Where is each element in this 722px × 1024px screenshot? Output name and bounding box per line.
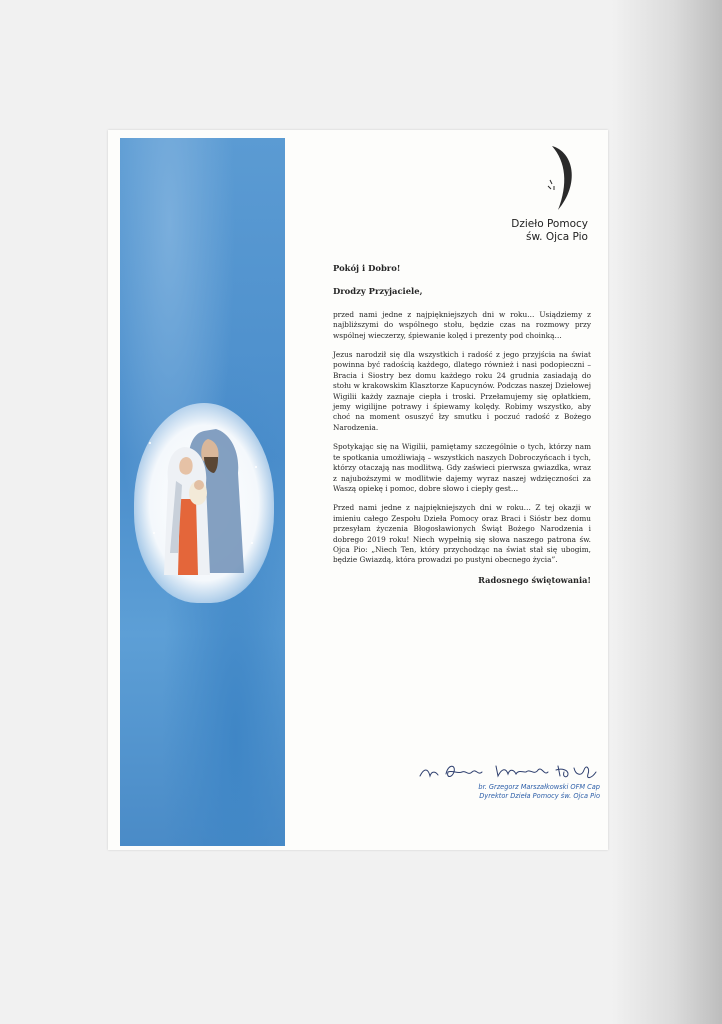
signature-block [408,783,600,801]
organization-name-line1: Dzieło Pomocy [511,218,588,230]
signature-printed-name: br. Grzegorz Marszałkowski OFM Cap [478,783,600,791]
letter-paragraph-4: Przed nami jedne z najpiękniejszych dni w roku… Z tej okazji w imieniu całego Zespołu Dzieła Pomocy oraz Braci i Sióstr bez domu przesyłam życzenia Błogosławionych Świąt Bożego Narodzenia i dobrego 2019 roku! Niech wypełnią się słowa naszego patrona św. Ojca Pio: „Niech Ten, który przychodząc na świat stał się ubogim, będzie Gwiazdą, która prowadzi po pustyni obecnego życia”. [333,503,591,565]
nativity-illustration-panel [120,138,285,846]
organization-name [458,218,588,244]
signature-printed-title: Dyrektor Dzieła Pomocy św. Ojca Pio [479,792,600,800]
organization-logo [544,144,584,214]
letter-paragraph-1: przed nami jedne z najpiękniejszych dni w roku… Usiądziemy z najbliższymi do wspólnego stołu, będzie czas na rozmowy przy wspólnej wieczerzy, śpiewanie kolęd i prezenty pod choinką… [333,309,591,340]
organization-name-line2: św. Ojca Pio [526,231,588,243]
handwritten-signature [418,760,598,782]
letter-closing: Radosnego świętowania! [478,574,591,585]
holy-family-illustration [134,403,274,603]
letter-greeting: Pokój i Dobro! [333,263,401,273]
scan-page-edge-shadow [612,0,722,1024]
letter-paragraph-3: Spotykając się na Wigilii, pamiętamy szczególnie o tych, którzy nam te spotkania umożliwiają – wszystkich naszych Dobroczyńcach i tych, którzy otaczają nas modlitwą. Gdy zaświeci pierwsza gwiazdka, wraz z najuboższymi w modlitwie dajemy wyraz naszej wdzięczności za Waszą opiekę i pomoc, dobre słowo i ciepły gest… [333,442,591,493]
letter-body [333,263,591,593]
letter-paragraph-2: Jezus narodził się dla wszystkich i radość z jego przyjścia na świat powinna być radością każdego, dlatego również i nasi podopieczni – Bracia i Siostry bez domu każdego roku 24 grudnia zasiadają do stołu w krakowskim Klasztorze Kapucynów. Podczas naszej Dziełowej Wigilii każdy zaznaje ciepła i troski. Przełamujemy się opłatkiem, jemy wigilijne potrawy i śpiewamy kolędy. Robimy wszystko, aby choć na moment osuszyć łzy smutku i poczuć radość z Bożego Narodzenia. [333,350,591,432]
letter-salutation: Drodzy Przyjaciele, [333,286,423,297]
letter-sheet [108,130,608,850]
